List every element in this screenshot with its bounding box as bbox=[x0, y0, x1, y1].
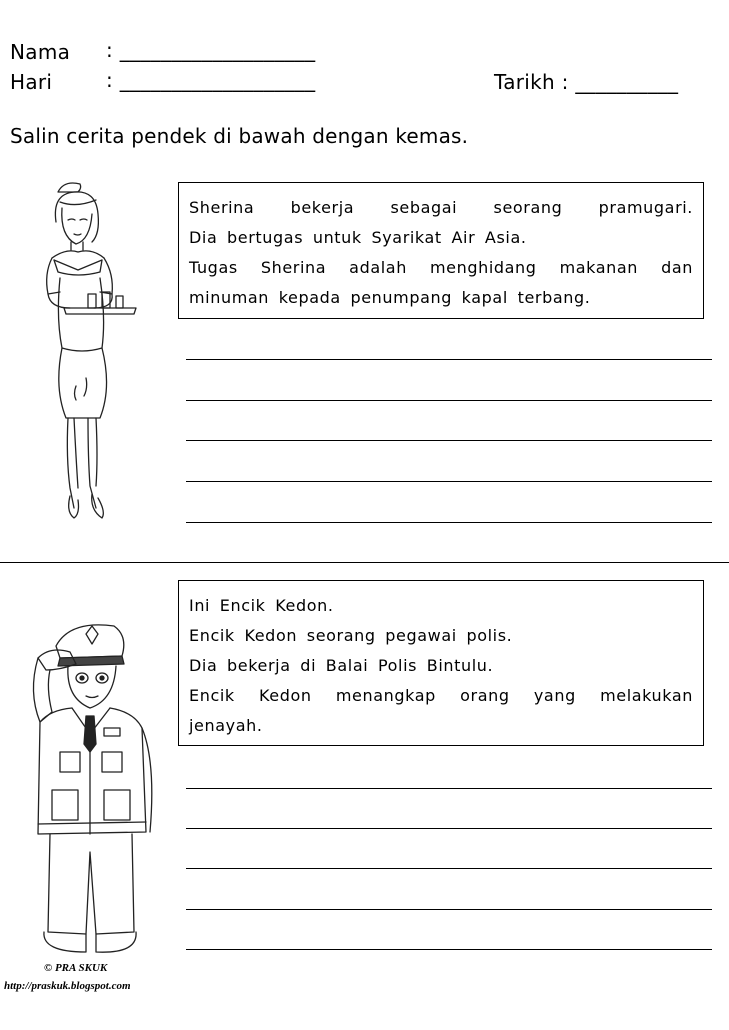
copyright-text: © PRA SKUK bbox=[44, 962, 108, 974]
writing-line[interactable] bbox=[186, 481, 712, 482]
writing-line[interactable] bbox=[186, 788, 712, 789]
story-line: Ini Encik Kedon. bbox=[189, 596, 334, 615]
day-blank[interactable]: : ___________________ bbox=[106, 68, 316, 92]
writing-line[interactable] bbox=[186, 828, 712, 829]
story-box-1 bbox=[178, 182, 704, 319]
day-label: Hari bbox=[10, 70, 53, 94]
story-line: minuman kepada penumpang kapal terbang. bbox=[189, 288, 591, 307]
story-line: Sherina bekerja sebagai seorang pramugari. bbox=[189, 198, 693, 217]
story-line: jenayah. bbox=[189, 716, 263, 735]
writing-line[interactable] bbox=[186, 440, 712, 441]
story-line: Encik Kedon menangkap orang yang melakukan bbox=[189, 686, 693, 705]
story-line: Dia bertugas untuk Syarikat Air Asia. bbox=[189, 228, 527, 247]
date-label[interactable]: Tarikh : __________ bbox=[494, 70, 679, 94]
story-box-2 bbox=[178, 580, 704, 746]
story-line: Dia bekerja di Balai Polis Bintulu. bbox=[189, 656, 494, 675]
name-blank[interactable]: : ___________________ bbox=[106, 38, 316, 62]
section-divider bbox=[0, 562, 729, 563]
writing-line[interactable] bbox=[186, 868, 712, 869]
police-officer-illustration bbox=[10, 612, 160, 964]
instruction: Salin cerita pendek di bawah dengan kemas. bbox=[10, 124, 469, 148]
name-label: Nama bbox=[10, 40, 71, 64]
story-line: Tugas Sherina adalah menghidang makanan dan bbox=[189, 258, 693, 277]
writing-line[interactable] bbox=[186, 400, 712, 401]
writing-line[interactable] bbox=[186, 522, 712, 523]
writing-line[interactable] bbox=[186, 909, 712, 910]
blog-url[interactable]: http://praskuk.blogspot.com bbox=[4, 980, 131, 992]
story-line: Encik Kedon seorang pegawai polis. bbox=[189, 626, 513, 645]
flight-attendant-illustration bbox=[30, 178, 160, 526]
writing-line[interactable] bbox=[186, 949, 712, 950]
writing-line[interactable] bbox=[186, 359, 712, 360]
